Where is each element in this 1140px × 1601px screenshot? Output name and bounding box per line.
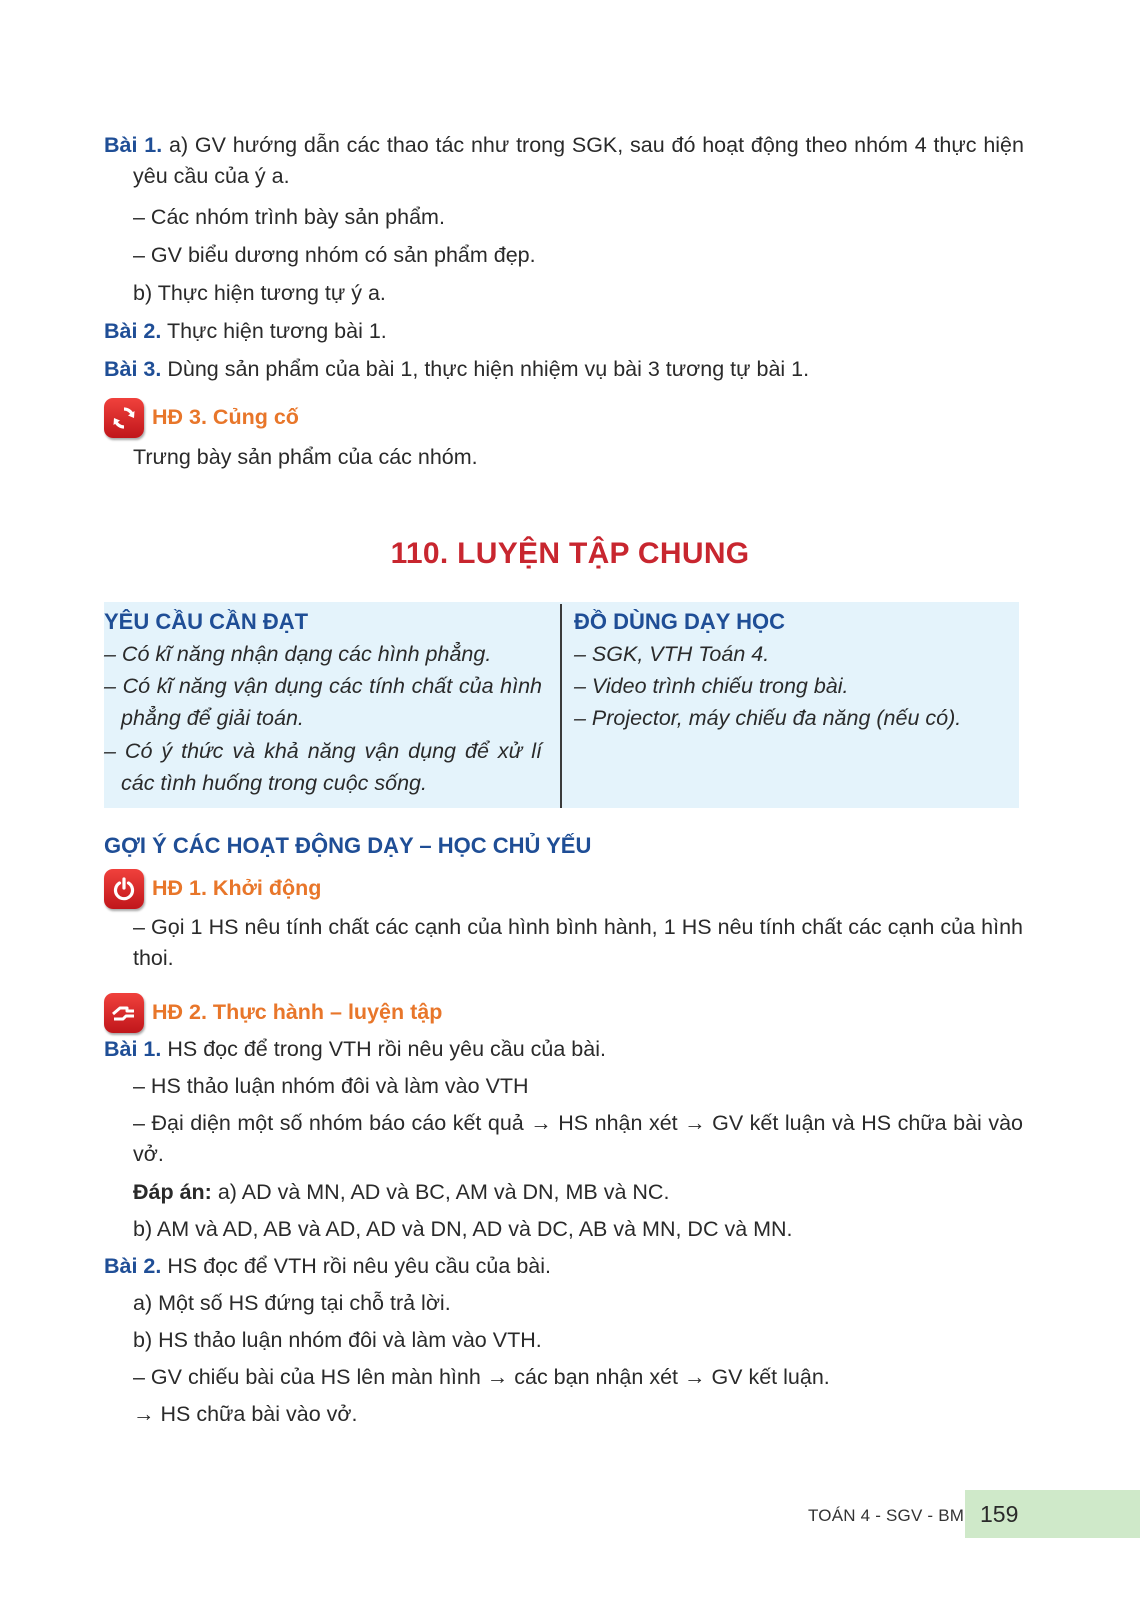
exercise-text: Dùng sản phẩm của bài 1, thực hiện nhiệm vụ bài 3 tương tự bài 1. bbox=[167, 357, 810, 381]
exercise-label: Bài 1. bbox=[104, 133, 163, 157]
page-number: 159 bbox=[980, 1501, 1019, 1527]
exercise-1-top bbox=[104, 130, 1024, 192]
activity-title: HĐ 1. Khởi động bbox=[152, 876, 322, 901]
material-item: – SGK, VTH Toán 4. bbox=[574, 641, 770, 666]
footer-book-title: TOÁN 4 - SGV - BM bbox=[808, 1506, 965, 1525]
activity-text: Trưng bày sản phẩm của các nhóm. bbox=[133, 445, 478, 469]
answer-text: a) AD và MN, AD và BC, AM và DN, MB và NC. bbox=[217, 1180, 670, 1204]
exercise-2-top bbox=[104, 316, 1024, 347]
list-item: – GV biểu dương nhóm có sản phẩm đẹp. bbox=[133, 243, 536, 267]
exercise-text: a) GV hướng dẫn các thao tác như trong SGK, sau đó hoạt động theo nhóm 4 thực hiện yêu cầu của ý a. bbox=[133, 133, 1024, 189]
exercise-text: HS đọc để VTH rồi nêu yêu cầu của bài. bbox=[167, 1254, 551, 1278]
activity-2-heading bbox=[104, 992, 442, 1034]
materials-column bbox=[574, 606, 1014, 735]
list-item: → HS chữa bài vào vở. bbox=[133, 1402, 358, 1426]
answer-line bbox=[133, 1177, 1023, 1208]
practice-icon bbox=[104, 993, 144, 1033]
activity-title: HĐ 3. Củng cố bbox=[152, 405, 299, 430]
activity-1-heading bbox=[104, 868, 321, 910]
requirements-heading: YÊU CẦU CẦN ĐẠT bbox=[104, 609, 309, 634]
refresh-icon bbox=[104, 398, 144, 438]
exercise-label: Bài 2. bbox=[104, 319, 162, 343]
materials-heading: ĐỒ DÙNG DẠY HỌC bbox=[574, 609, 786, 634]
section-heading: GỢI Ý CÁC HOẠT ĐỘNG DẠY – HỌC CHỦ YẾU bbox=[104, 833, 592, 858]
material-item: – Projector, máy chiếu đa năng (nếu có). bbox=[574, 706, 962, 731]
answer-line: b) AM và AD, AB và AD, AD và DN, AD và DC, AB và MN, DC và MN. bbox=[133, 1217, 793, 1241]
lesson-title: 110. LUYỆN TẬP CHUNG bbox=[390, 537, 750, 570]
power-icon bbox=[104, 869, 144, 909]
answer-label: Đáp án: bbox=[133, 1180, 212, 1204]
list-item: b) Thực hiện tương tự ý a. bbox=[133, 281, 386, 305]
exercise-label: Bài 1. bbox=[104, 1037, 162, 1061]
exercise-1 bbox=[104, 1034, 1024, 1065]
list-item: a) Một số HS đứng tại chỗ trả lời. bbox=[133, 1291, 451, 1315]
list-item: – Đại diện một số nhóm báo cáo kết quả → HS nhận xét → GV kết luận và HS chữa bài vào vở. bbox=[133, 1111, 1023, 1167]
exercise-3-top bbox=[104, 354, 1024, 385]
exercise-label: Bài 3. bbox=[104, 357, 162, 381]
list-item: – GV chiếu bài của HS lên màn hình → các bạn nhận xét → GV kết luận. bbox=[133, 1365, 830, 1389]
list-item: – Các nhóm trình bày sản phẩm. bbox=[133, 205, 445, 229]
list-item: b) HS thảo luận nhóm đôi và làm vào VTH. bbox=[133, 1328, 542, 1352]
material-item: – Video trình chiếu trong bài. bbox=[574, 674, 849, 699]
requirements-column bbox=[104, 606, 542, 799]
activity-3-heading bbox=[104, 397, 299, 439]
requirements-box bbox=[104, 602, 1019, 808]
exercise-label: Bài 2. bbox=[104, 1254, 162, 1278]
requirement-item: – Có kĩ năng vận dụng các tính chất của hình phẳng để giải toán. bbox=[104, 674, 542, 731]
activity-text: – Gọi 1 HS nêu tính chất các cạnh của hình bình hành, 1 HS nêu tính chất các cạnh của hình thoi. bbox=[133, 915, 1023, 971]
column-divider bbox=[560, 604, 562, 808]
exercise-text: Thực hiện tương bài 1. bbox=[166, 319, 387, 343]
activity-title: HĐ 2. Thực hành – luyện tập bbox=[152, 1000, 443, 1025]
list-item: – HS thảo luận nhóm đôi và làm vào VTH bbox=[133, 1074, 529, 1098]
requirement-item: – Có ý thức và khả năng vận dụng để xử lí các tình huống trong cuộc sống. bbox=[104, 738, 542, 795]
exercise-2 bbox=[104, 1251, 1024, 1282]
exercise-text: HS đọc để trong VTH rồi nêu yêu cầu của bài. bbox=[167, 1037, 606, 1061]
requirement-item: – Có kĩ năng nhận dạng các hình phẳng. bbox=[104, 641, 492, 666]
